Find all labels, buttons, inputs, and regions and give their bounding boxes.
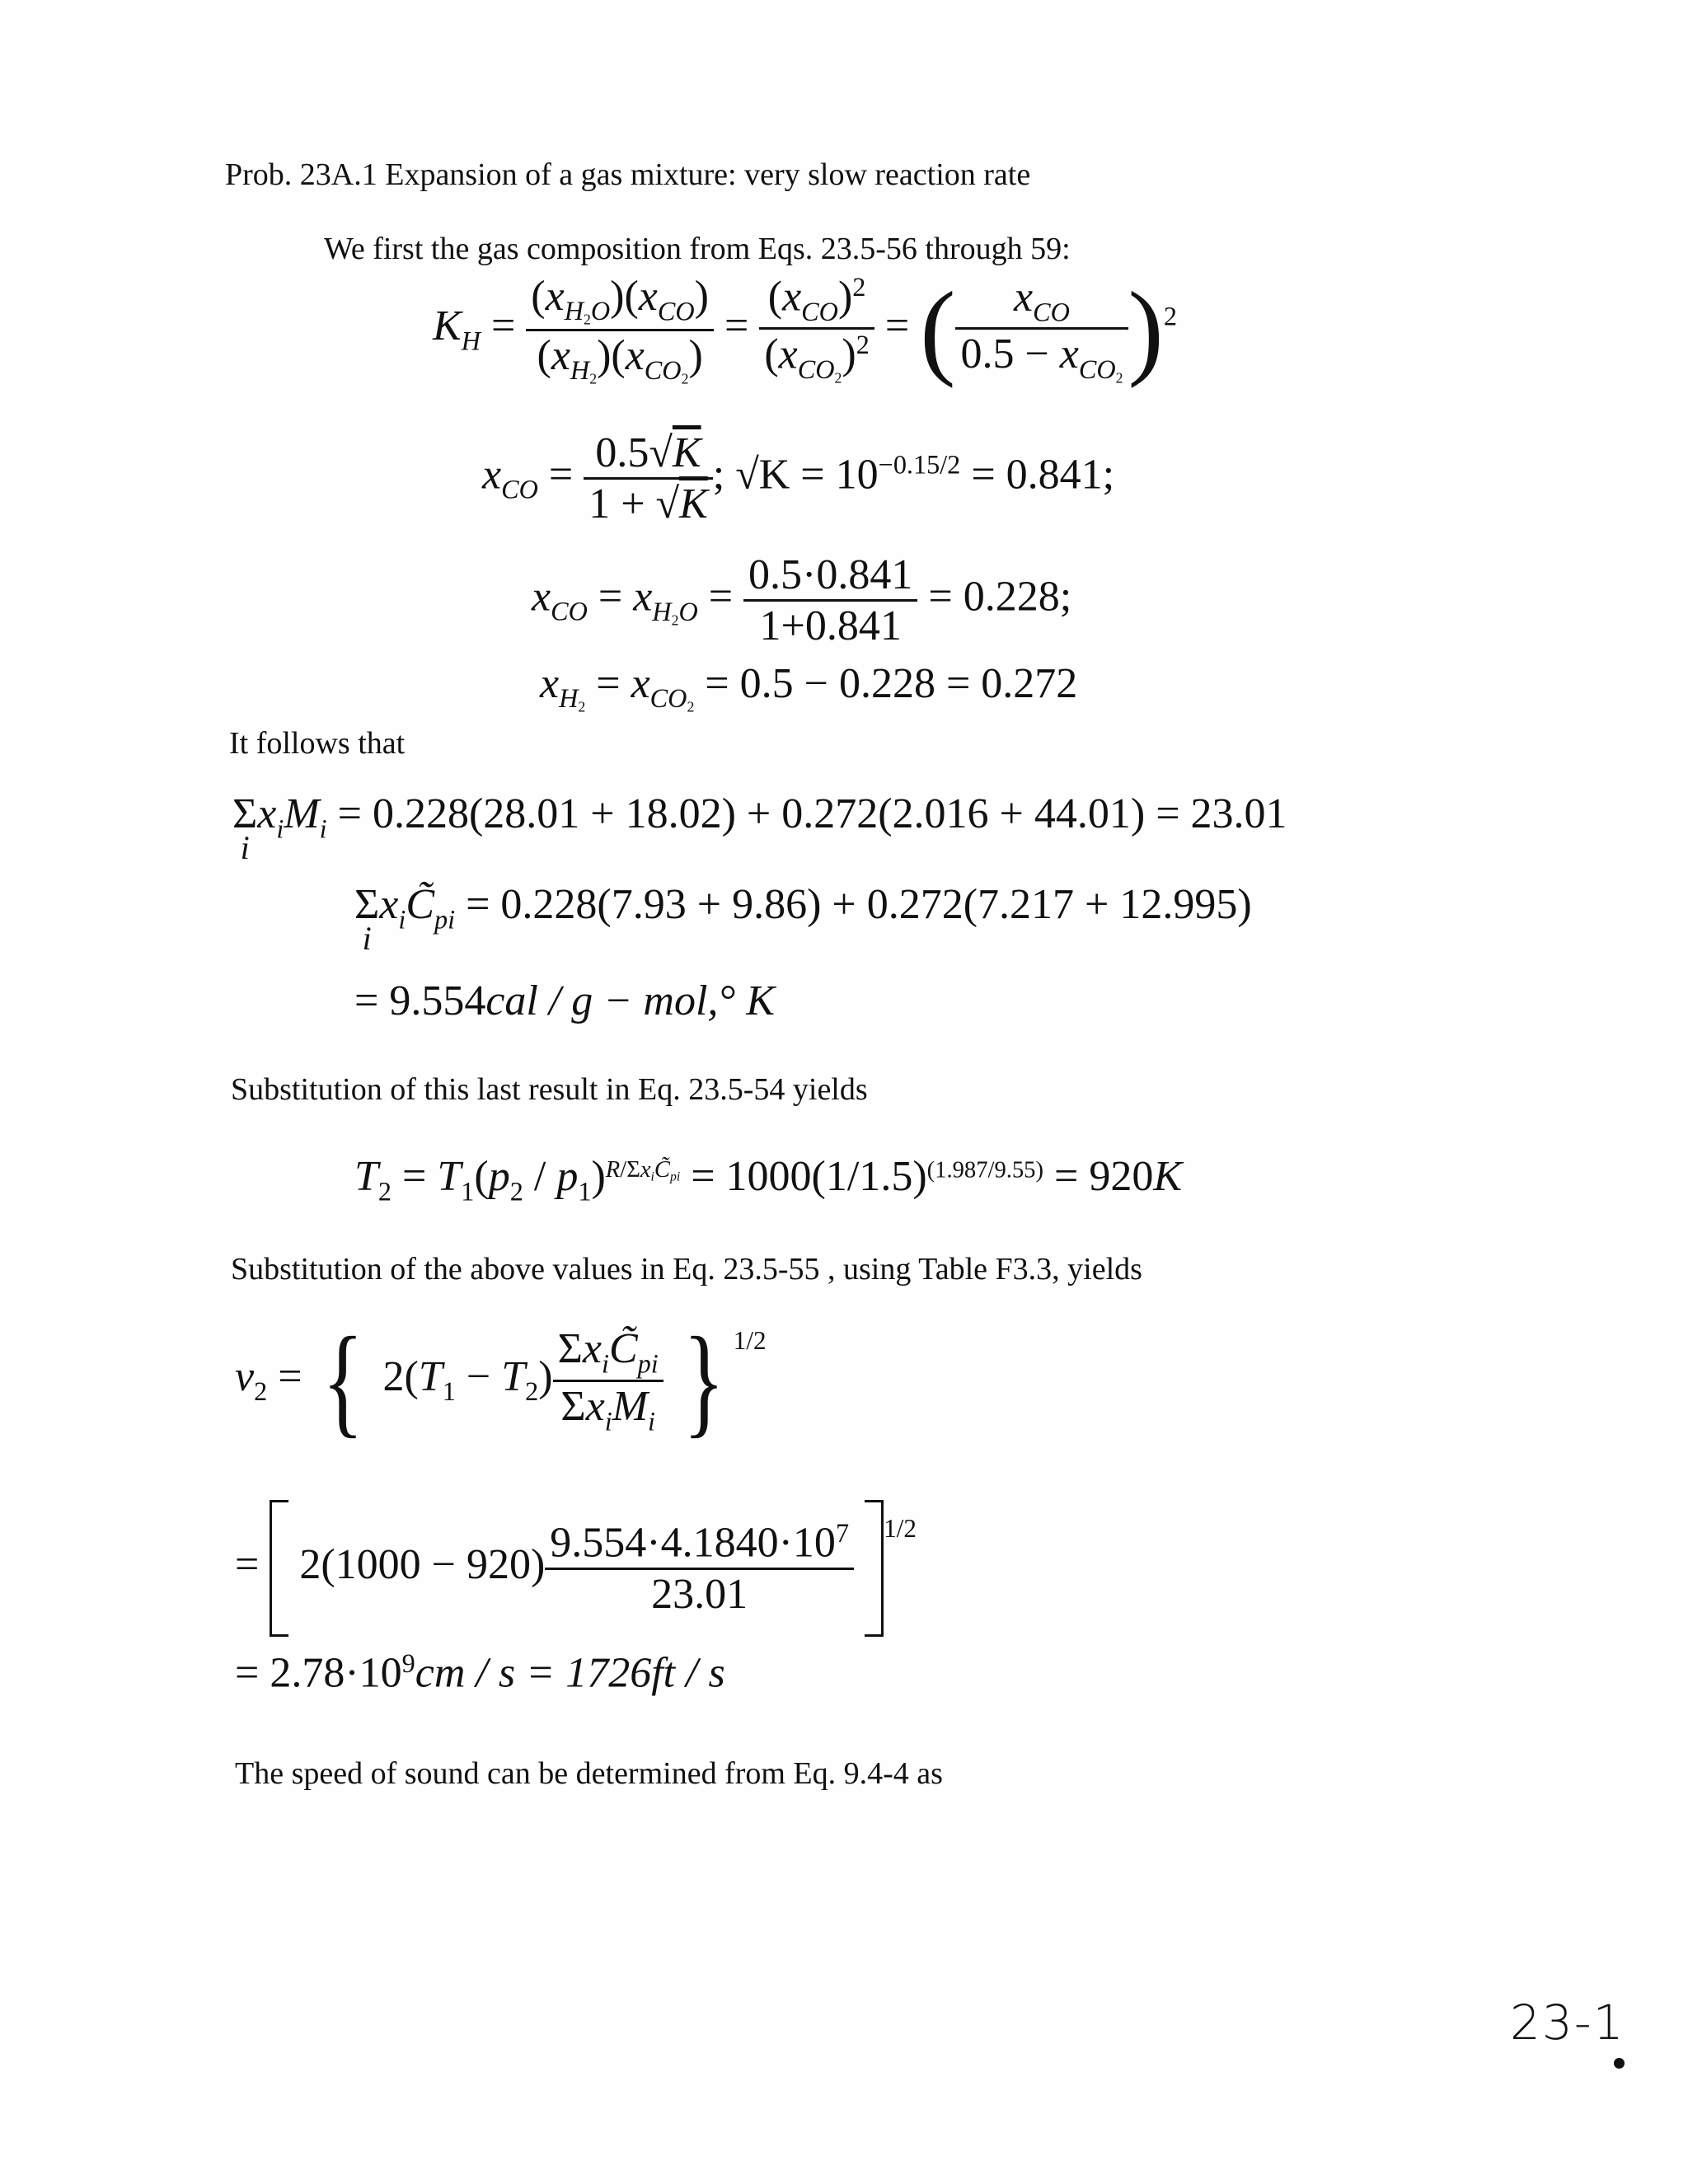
v2-fraction-numerator: 9.554·4.1840·10 xyxy=(550,1519,836,1567)
v2-result-exponent: 9 xyxy=(401,1648,415,1678)
equation-v2-formula: $v_2$ = { $2(T_1 - T_2)$ $\frac{\Sigma x_iC̃_{pi}}{\Sigma x_iM_i}$ } $^{1/2}$ xyxy=(235,1312,767,1449)
equation-kh: $K_H$ = $\frac{(x_{H2O})(x_{CO})}{(x_{H2})(x_{CO2})}$ = $\frac{(x_{CO})^2}{(x_{CO2})^2}$ = ( $\frac{x_{CO}}{0.5 - x_{CO2}}$ )$^2$ xyxy=(433,270,1177,390)
sqrtk-exponent: −0.15/2 xyxy=(878,449,961,480)
equation-sum-xc-result xyxy=(354,977,775,1025)
sum-xm-value: = 0.228(28.01 + 18.02) + 0.272(2.016 + 44.01) = 23.01 xyxy=(337,790,1287,837)
t2-exponent: (1.987/9.55) xyxy=(926,1157,1044,1183)
page-number: 23-1 xyxy=(1510,1994,1625,2050)
v2-exponent: 1/2 xyxy=(733,1326,767,1356)
v2-result: = 2.78·10 xyxy=(235,1649,402,1697)
t2-value: = 1000(1/1.5) xyxy=(691,1153,927,1200)
t2-result: = 920 xyxy=(1054,1153,1154,1200)
equation-xco-sqrtk: $x_{CO}$ = $\frac{0.5√K}{1 + √K}$ ; $√K = 10^{-0.15/2} = 0.841$; xyxy=(482,429,1115,527)
sqrtk-result: = 0.841; xyxy=(971,451,1115,499)
xco-denominator: 1+0.841 xyxy=(743,599,917,650)
sum-xc-result: = 9.554 xyxy=(354,977,486,1024)
v2-result-units-ft: ft / s xyxy=(651,1649,725,1697)
equation-xh2-value: $x_{H2} = x_{CO2} = 0.5 - 0.228 = 0.272$ xyxy=(540,660,1078,715)
equation-sum-xm: Σ i $x_iM_i = 0.228(28.01 + 18.02) + 0.272(2.016 + 44.01) = 23.01$ xyxy=(232,790,1287,866)
pen-dot xyxy=(1614,2058,1625,2069)
substitution-text-1: Substitution of this last result in Eq. 23.5-54 yields xyxy=(231,1072,868,1107)
v2-fraction-denominator: 23.01 xyxy=(545,1568,854,1619)
v2-result-units: cm / s = 1726 xyxy=(415,1649,652,1697)
equation-sum-xc: Σ i $x_iC̃_{pi} = 0.228(7.93 + 9.86) + 0.272(7.217 + 12.995)$ xyxy=(354,881,1252,957)
sum-xc-units: cal / g − mol,° K xyxy=(485,977,775,1024)
xh2-result: = 0.5 − 0.228 = 0.272 xyxy=(705,660,1078,707)
equation-t2: $T_2 = T_1(p_2 / p_1)^{R/\Sigma xiC̃pi} = 1000(1/1.5)^{(1.987/9.55)} = 920K$ xyxy=(354,1153,1183,1207)
equation-v2-result xyxy=(235,1648,725,1698)
v2-prefix: 2(1000 − 920) xyxy=(299,1540,546,1588)
intro-text: We first the gas composition from Eqs. 23.5-56 through 59: xyxy=(324,232,1071,266)
equation-xco-value: $x_{CO} = x_{H2O}$ = $\frac{0.5\cdot 0.841}{1+0.841}$ = 0.228; xyxy=(532,551,1072,649)
follows-text: It follows that xyxy=(229,726,406,761)
equation-v2-numeric: = 2(1000 − 920) $\frac{9.554\cdot 4.1840\cdot 10^7}{23.01}$ $^{1/2}$ xyxy=(235,1500,917,1637)
problem-title: Prob. 23A.1 Expansion of a gas mixture: very slow reaction rate xyxy=(225,157,1031,192)
xco-result: = 0.228; xyxy=(928,573,1072,621)
substitution-text-2: Substitution of the above values in Eq. 23.5-55 , using Table F3.3, yields xyxy=(231,1252,1142,1286)
speed-sound-text: The speed of sound can be determined from Eq. 9.4-4 as xyxy=(235,1756,943,1791)
xco-numerator: 0.5·0.841 xyxy=(748,551,913,598)
v2-fraction-numerator-exponent: 7 xyxy=(835,1518,850,1549)
sqrtk-expression: √K = 10 xyxy=(735,451,879,499)
sum-xc-value: = 0.228(7.93 + 9.86) + 0.272(7.217 + 12.995) xyxy=(466,881,1252,928)
